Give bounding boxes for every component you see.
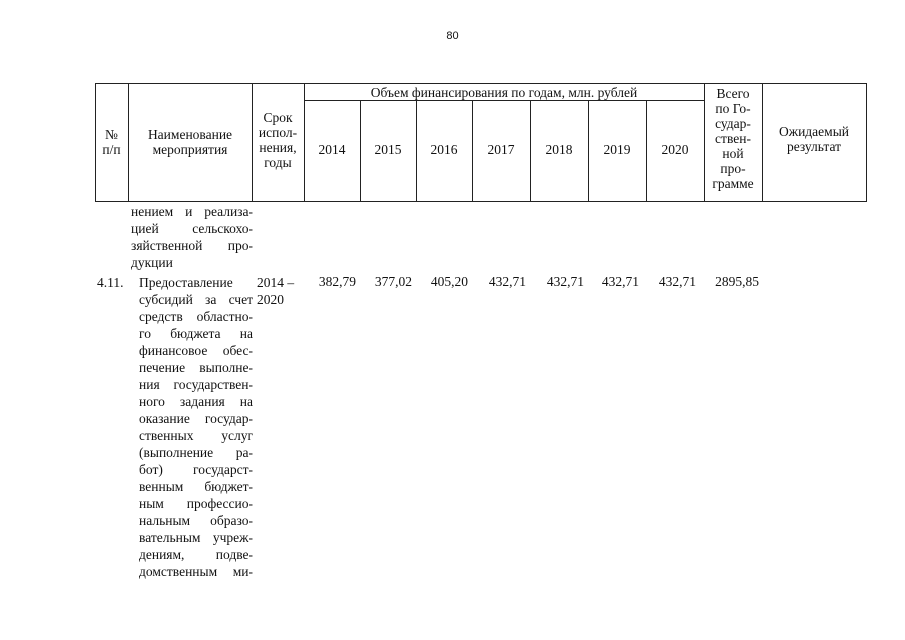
header-name: Наименование мероприятия [147, 127, 233, 157]
value-2019: 432,71 [601, 274, 639, 289]
header-year: 2019 [603, 142, 631, 157]
table-right-border [866, 83, 867, 201]
value-2014: 382,79 [318, 274, 356, 289]
text-line: ния государствен- [139, 377, 253, 392]
text-line: печение выполне- [139, 360, 253, 375]
text-line: венным бюджет- [139, 479, 253, 494]
text-line: нением и реализа- [131, 204, 253, 219]
text-line: средств областно- [139, 309, 253, 324]
header-year: 2018 [545, 142, 573, 157]
text-line: ным профессио- [139, 496, 253, 511]
header-year: 2017 [487, 142, 515, 157]
text-line: го бюджета на [139, 326, 253, 341]
header-year: 2020 [661, 142, 689, 157]
header-funding-group: Объем финансирования по годам, млн. рублей [370, 85, 638, 100]
text-line: Предоставление [139, 275, 233, 290]
row-term: 2014 – 2020 [257, 275, 295, 307]
text-line: зяйственной про- [131, 238, 253, 253]
header-year: 2014 [318, 142, 346, 157]
header-year: 2016 [430, 142, 458, 157]
text-line: нальным образо- [139, 513, 253, 528]
text-line: (выполнение ра- [139, 445, 253, 460]
page-number: 80 [446, 30, 459, 42]
text-line: субсидий за счет [139, 292, 253, 307]
value-total: 2895,85 [715, 274, 759, 289]
value-2020: 432,71 [658, 274, 696, 289]
row-name [139, 274, 253, 580]
years-divider [304, 100, 704, 101]
header-term: Срок испол- нения, годы [258, 110, 298, 170]
row-number: 4.11. [97, 275, 124, 290]
header-year: 2015 [374, 142, 402, 157]
continuation-text [131, 203, 253, 271]
text-line: дениям, подве- [139, 547, 253, 562]
value-2016: 405,20 [430, 274, 468, 289]
text-line: домственным ми- [139, 564, 253, 579]
table-top-border [95, 83, 867, 84]
text-line: бот) государст- [139, 462, 253, 477]
header-result: Ожидаемый результат [779, 124, 849, 154]
text-line: цией сельскохо- [131, 221, 253, 236]
text-line: ственных услуг [139, 428, 253, 443]
header-bottom-border [95, 201, 867, 202]
text-line: дукции [131, 255, 173, 270]
value-2017: 432,71 [488, 274, 526, 289]
value-2015: 377,02 [374, 274, 412, 289]
text-line: ного задания на [139, 394, 253, 409]
text-line: финансовое обес- [139, 343, 253, 358]
header-number: № п/п [102, 127, 121, 157]
text-line: вательным учреж- [139, 530, 253, 545]
value-2018: 432,71 [546, 274, 584, 289]
text-line: оказание государ- [139, 411, 253, 426]
header-total: Всего по Го- судар- ствен- ной про- грамме [712, 86, 754, 191]
